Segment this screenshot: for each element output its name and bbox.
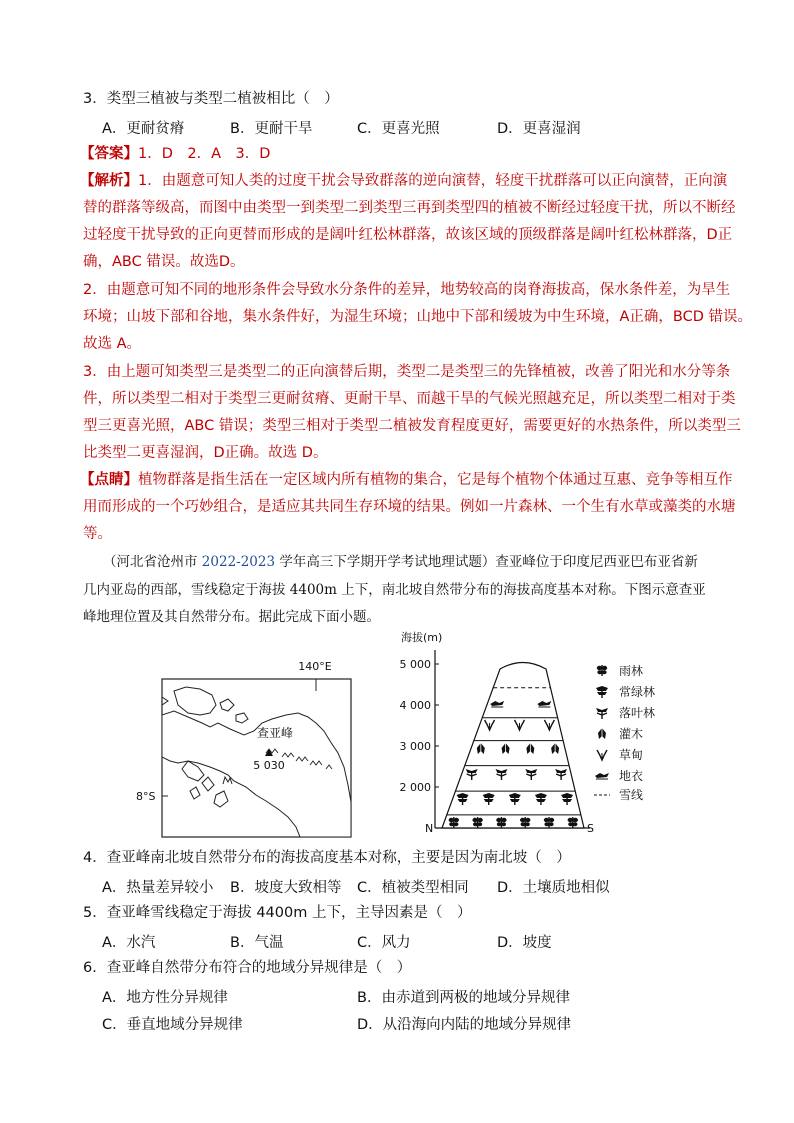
- analysis-p1-1: 1．由题意可知人类的过度干扰会导致群落的逆向演替，轻度干扰群落可以正向演替，正向演: [138, 173, 728, 189]
- y-tick-label: 5 000: [399, 658, 431, 671]
- analysis-p3-2: 件，所以类型二相对于类型三更耐贫瘠、更耐干旱、而越干旱的气候光照越充足，所以类型二相对于类: [83, 391, 736, 407]
- y-tick-label: 3 000: [399, 740, 431, 753]
- answer-line: [80, 144, 270, 164]
- analysis-p2-1: 2．由题意可知不同的地形条件会导致水分条件的差异，地势较高的岗脊海拔高，保水条件差，为旱生: [83, 282, 731, 298]
- q6-option-a: A．地方性分异规律: [102, 990, 228, 1006]
- analysis-p1-3: 过轻度干扰导致的正向更替而形成的是阔叶红松林群落，故该区域的顶级群落是阔叶红松林群落，D正: [83, 227, 733, 243]
- intro-line-1: [103, 552, 698, 572]
- mountain-profile: [442, 663, 584, 829]
- q3-option-a: A．更耐贫瘠: [102, 121, 185, 137]
- location-map: [136, 657, 354, 840]
- south-label: S: [587, 822, 594, 835]
- q4-option-c: C．植被类型相同: [357, 880, 469, 896]
- legend-shrub-icon: [598, 728, 606, 740]
- legend-rainforest-icon: [597, 665, 607, 676]
- intro-line-3: 峰地理位置及其自然带分布。据此完成下面小题。: [83, 609, 380, 625]
- q5-option-b: B．气温: [230, 935, 284, 951]
- vertical-zonation-chart: [395, 628, 695, 838]
- legend: [594, 663, 655, 802]
- analysis-line-1: [80, 171, 727, 191]
- q4-option-b: B．坡度大致相等: [230, 880, 342, 896]
- comment-text-1: 植物群落是指生活在一定区域内所有植物的集合，它是每个植物个体通过互惠、竞争等相互作: [138, 472, 733, 488]
- analysis-p1-2: 替的群落等级高，而图中由类型一到类型二到类型三再到类型四的植被不断经过轻度干扰，所以不断经: [83, 200, 736, 216]
- answer-text: 1．D 2．A 3．D: [138, 146, 271, 162]
- analysis-p1-4: 确，ABC 错误。故选D。: [83, 254, 245, 270]
- analysis-p3-3: 型三更喜光照，ABC 错误；类型三相对于类型二植被发育程度更好，需要更好的水热条件，所以类型三: [83, 418, 741, 434]
- analysis-p3-4: 比类型二更喜湿润，D正确。故选 D。: [83, 445, 328, 461]
- y-tick-label: 2 000: [399, 781, 431, 794]
- legend-lichen: 地衣: [619, 769, 644, 783]
- comment-line-1: [80, 470, 733, 490]
- intro-source-prefix: （河北省沧州市: [103, 554, 202, 570]
- q3-question: 3．类型三植被与类型二植被相比（ ）: [83, 91, 339, 107]
- q5-option-a: A．水汽: [102, 935, 156, 951]
- intro-text-1: 查亚峰位于印度尼西亚巴布亚省新: [495, 554, 698, 570]
- analysis-p2-3: 故选 A。: [83, 336, 142, 352]
- legend-deciduous-icon: [596, 708, 608, 719]
- peak-elevation-label: 5 030: [253, 759, 285, 772]
- comment-text-2: 用而形成的一个巧妙组合，是适应其共同生存环境的结果。例如一片森林、一个生有水草或藻类的水塘: [83, 499, 736, 515]
- peak-name-label: 查亚峰: [256, 726, 294, 740]
- analysis-p2-2: 环境；山坡下部和谷地，集水条件好，为湿生环境；山地中下部和缓坡为中生环境，A正确，BCD 错误。: [83, 309, 753, 325]
- legend-meadow: 草甸: [619, 748, 644, 762]
- q5-question: 5．查亚峰雪线稳定于海拔 4400m 上下，主导因素是（ ）: [83, 905, 472, 921]
- legend-lichen-icon: [595, 773, 609, 779]
- lat-label: 8°S: [136, 790, 156, 803]
- comment-text-3: 等。: [83, 526, 112, 542]
- q5-option-c: C．风力: [357, 935, 411, 951]
- q6-option-d: D．从沿海向内陆的地域分异规律: [357, 1017, 572, 1033]
- q6-question: 6．查亚峰自然带分布符合的地域分异规律是（ ）: [83, 960, 412, 976]
- legend-deciduous: 落叶林: [619, 706, 656, 720]
- y-tick-label: 4 000: [399, 699, 431, 712]
- intro-source-year: 2022-2023: [201, 554, 276, 570]
- q3-option-b: B．更耐干旱: [230, 121, 313, 137]
- q3-option-c: C．更喜光照: [357, 121, 440, 137]
- intro-line-2: 几内亚岛的西部，雪线稳定于海拔 4400m 上下，南北坡自然带分布的海拔高度基本对称。下图示意查亚: [83, 582, 706, 598]
- q3-option-d: D．更喜湿润: [497, 121, 581, 137]
- y-axis-label: 海拔(m): [401, 631, 443, 644]
- analysis-tag: 【解析】: [80, 173, 138, 189]
- comment-tag: 【点睛】: [80, 472, 138, 488]
- q4-option-d: D．土壤质地相似: [497, 880, 610, 896]
- y-ticks: [400, 658, 440, 794]
- legend-meadow-icon: [597, 750, 607, 760]
- q4-option-a: A．热量差异较小: [102, 880, 214, 896]
- legend-snowline: 雪线: [619, 788, 644, 802]
- q5-option-d: D．坡度: [497, 935, 552, 951]
- legend-rainforest: 雨林: [619, 664, 644, 678]
- intro-source-suffix: 学年高三下学期开学考试地理试题）: [275, 554, 496, 570]
- q4-question: 4．查亚峰南北坡自然带分布的海拔高度基本对称，主要是因为南北坡（ ）: [83, 850, 571, 866]
- answer-tag: 【答案】: [80, 146, 138, 162]
- legend-shrub: 灌木: [619, 727, 644, 741]
- legend-evergreen: 常绿林: [619, 685, 656, 699]
- q6-option-b: B．由赤道到两极的地域分异规律: [357, 990, 570, 1006]
- legend-evergreen-icon: [596, 686, 608, 698]
- analysis-p3-1: 3．由上题可知类型三是类型二的正向演替后期，类型二是类型三的先锋植被，改善了阳光和水分等条: [83, 364, 731, 380]
- q6-option-c: C．垂直地域分异规律: [102, 1017, 243, 1033]
- lon-label: 140°E: [298, 660, 332, 673]
- north-label: N: [425, 822, 434, 835]
